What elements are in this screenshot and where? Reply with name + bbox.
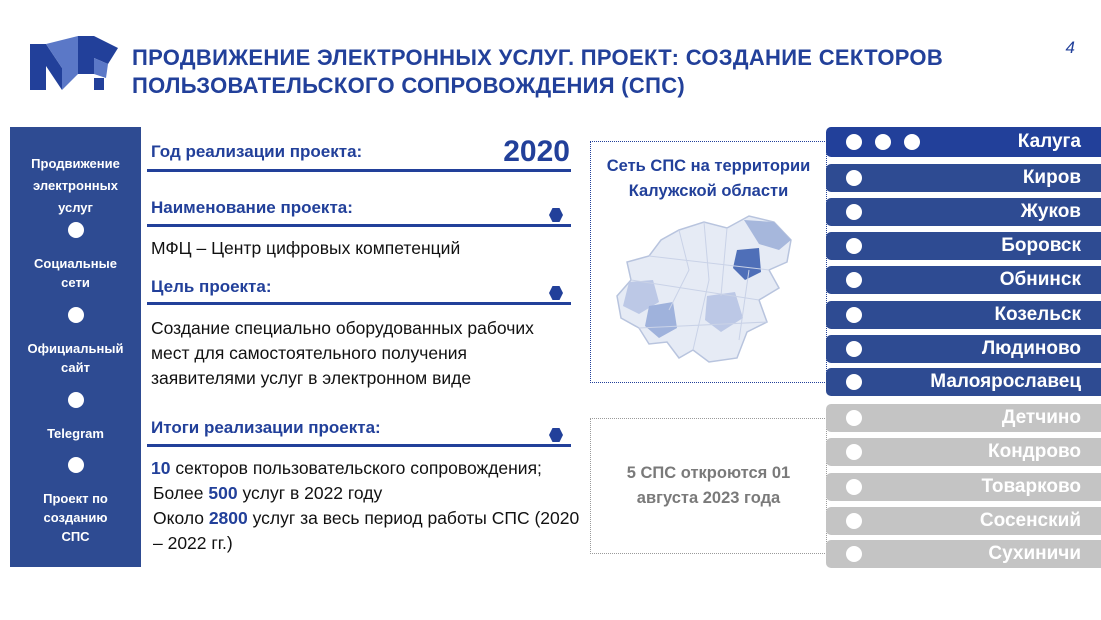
- sidebar-bullet-icon: [68, 222, 84, 238]
- city-item-kozelsk[interactable]: [826, 301, 1101, 329]
- city-item-lyudinovo[interactable]: [826, 335, 1101, 363]
- city-item-zhukov[interactable]: [826, 198, 1101, 226]
- sidebar: [10, 127, 141, 567]
- city-item-kondrovo[interactable]: [826, 438, 1101, 466]
- sidebar-item-promotion[interactable]: Продвижение электронных услуг: [31, 156, 120, 215]
- results-list: [151, 456, 583, 556]
- dot-icon: [846, 341, 862, 357]
- sidebar-bullet-icon: [68, 457, 84, 473]
- results-label: Итоги реализации проекта:: [151, 418, 381, 437]
- dot-icon: [846, 513, 862, 529]
- city-item-maloyaroslavets[interactable]: [826, 368, 1101, 396]
- project-goal: Создание специально оборудованных рабочих мест для самостоятельного получения заявителями услуг в электронном виде: [151, 318, 534, 388]
- city-item-tovarkovo[interactable]: [826, 473, 1101, 501]
- hexagon-icon: [549, 286, 563, 300]
- city-item-detchino[interactable]: [826, 404, 1101, 432]
- sidebar-item-telegram[interactable]: Telegram: [47, 426, 104, 441]
- city-name: Кондрово: [988, 441, 1081, 462]
- result-item: Около 2800 услуг за весь период работы СПС (2020 – 2022 гг.): [153, 508, 580, 553]
- dot-icon: [875, 134, 891, 150]
- city-name: Жуков: [1020, 201, 1081, 222]
- divider: [147, 224, 571, 227]
- sidebar-item-website[interactable]: Официальный сайт: [27, 341, 124, 375]
- opening-note-text: 5 СПС откроются 01 августа 2023 года: [626, 464, 791, 507]
- city-item-obninsk[interactable]: [826, 266, 1101, 294]
- project-name: МФЦ – Центр цифровых компетенций: [151, 238, 461, 258]
- logo: [28, 34, 120, 92]
- dot-icon: [846, 134, 862, 150]
- city-name: Калуга: [1017, 131, 1081, 152]
- title-line-1: ПРОДВИЖЕНИЕ ЭЛЕКТРОННЫХ УСЛУГ. ПРОЕКТ: СОЗДАНИЕ СЕКТОРОВ: [132, 45, 944, 70]
- sidebar-item-project[interactable]: Проект по созданию СПС: [43, 491, 108, 544]
- dot-icon: [904, 134, 920, 150]
- year-label: Год реализации проекта:: [151, 142, 363, 161]
- sidebar-item-social[interactable]: Социальные сети: [34, 256, 117, 290]
- dot-icon: [846, 238, 862, 254]
- dot-icon: [846, 204, 862, 220]
- city-item-sukhinichi[interactable]: [826, 540, 1101, 568]
- sidebar-bullet-icon: [68, 307, 84, 323]
- dot-icon: [846, 444, 862, 460]
- dot-icon: [846, 272, 862, 288]
- hexagon-icon: [549, 208, 563, 222]
- city-name: Боровск: [1001, 235, 1081, 256]
- region-map-icon: [609, 210, 809, 370]
- divider: [147, 169, 571, 172]
- city-name: Товарково: [981, 476, 1081, 497]
- title-line-2: ПОЛЬЗОВАТЕЛЬСКОГО СОПРОВОЖДЕНИЯ (СПС): [132, 73, 686, 98]
- page-title: [132, 44, 992, 100]
- name-label: Наименование проекта:: [151, 198, 353, 217]
- result-item: Более 500 услуг в 2022 году: [153, 483, 383, 503]
- hexagon-icon: [549, 428, 563, 442]
- divider: [147, 302, 571, 305]
- city-item-kirov[interactable]: [826, 164, 1101, 192]
- opening-note-panel: [590, 418, 827, 554]
- dot-icon: [846, 546, 862, 562]
- city-item-borovsk[interactable]: [826, 232, 1101, 260]
- result-item: 10 секторов пользовательского сопровождения;: [151, 458, 542, 478]
- city-name: Сосенский: [979, 510, 1081, 531]
- city-name: Козельск: [994, 304, 1081, 325]
- city-name: Киров: [1022, 167, 1081, 188]
- dot-icon: [846, 410, 862, 426]
- divider: [147, 444, 571, 447]
- city-name: Детчино: [1001, 407, 1081, 428]
- sidebar-bullet-icon: [68, 392, 84, 408]
- map-panel: [590, 141, 827, 383]
- map-title: Сеть СПС на территории Калужской области: [606, 157, 811, 200]
- city-item-sosensky[interactable]: [826, 507, 1101, 535]
- dot-icon: [846, 170, 862, 186]
- dot-icon: [846, 374, 862, 390]
- city-item-kaluga[interactable]: [826, 127, 1101, 157]
- page-number: 4: [1065, 38, 1075, 57]
- dot-icon: [846, 479, 862, 495]
- project-year: 2020: [503, 135, 570, 168]
- dot-icon: [846, 307, 862, 323]
- goal-label: Цель проекта:: [151, 277, 272, 296]
- city-name: Обнинск: [999, 269, 1081, 290]
- city-name: Малоярославец: [930, 371, 1081, 392]
- city-name: Сухиничи: [988, 543, 1081, 564]
- city-name: Людиново: [981, 338, 1081, 359]
